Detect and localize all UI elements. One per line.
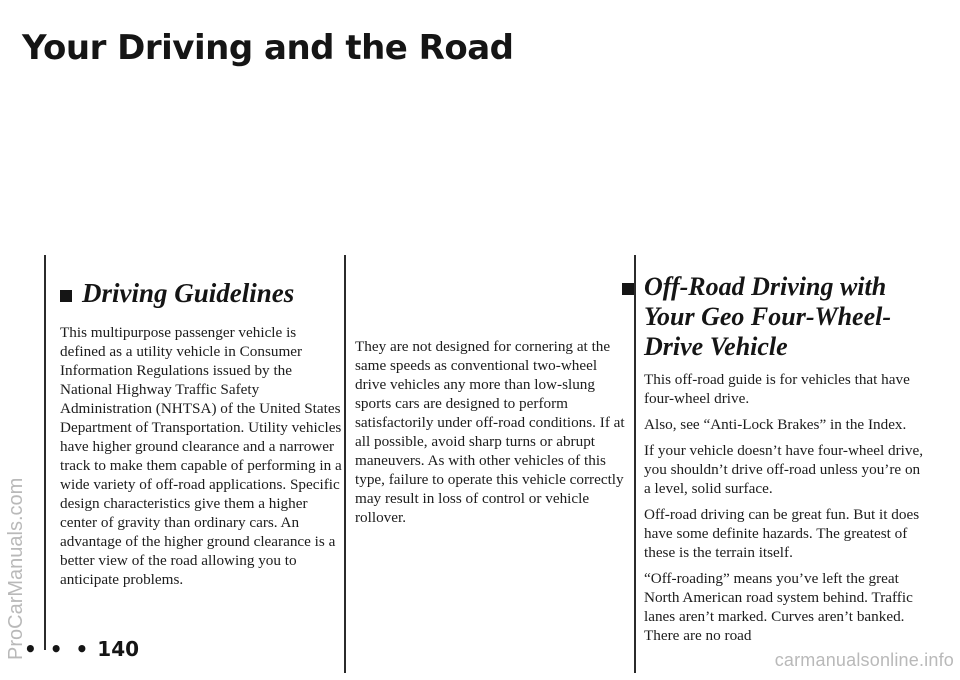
- watermark-bottom: carmanualsonline.info: [774, 650, 954, 670]
- bullet-icon: [60, 290, 72, 302]
- page-number: [24, 637, 139, 661]
- heading-line: Drive Vehicle: [644, 332, 788, 361]
- column-rule-middle: [344, 255, 346, 673]
- page-title: Your Driving and the Road: [22, 28, 514, 68]
- heading-line: Your Geo Four-Wheel-: [644, 302, 892, 331]
- column-off-road-driving: [622, 272, 928, 652]
- heading-line: Off-Road Driving with: [644, 272, 887, 301]
- page-number-value: 140: [97, 637, 140, 661]
- paragraph-group: [622, 370, 928, 645]
- bullet-icon: [622, 283, 634, 295]
- paragraph: This multipurpose passenger vehicle is defined as a utility vehicle in Consumer Information Regulations issued by the National Highway Traffic Safety Administration (NHTSA) of the United States Department of Transportation. Utility vehicles have higher ground clearance and a narrower track to make them capable of performing in a wide variety of off-road applications. Specific design characteristics give them a higher center of gravity than ordinary cars. An advantage of the higher ground clearance is a better view of the road allowing you to anticipate problems.: [60, 324, 342, 588]
- paragraph: This off-road guide is for vehicles that have four-wheel drive.: [644, 371, 910, 407]
- watermark-left: [2, 155, 30, 675]
- section-heading-off-road: [622, 272, 928, 362]
- paragraph: If your vehicle doesn’t have four-wheel drive, you shouldn’t drive off-road unless you’re on a level, solid surface.: [644, 442, 924, 497]
- paragraph: Off-road driving can be great fun. But it does have some definite hazards. The greatest of these is the terrain itself.: [644, 506, 920, 561]
- section-heading-driving-guidelines: [60, 278, 342, 309]
- paragraph: “Off-roading” means you’ve left the great North American road system behind. Traffic lanes aren’t marked. Curves aren’t banked. There are no road: [644, 570, 913, 644]
- column-continued: [355, 337, 631, 534]
- paragraph: They are not designed for cornering at the same speeds as conventional two-wheel drive vehicles any more than low-slung sports cars are designed to perform satisfactorily under off-road conditions. If at all possible, avoid sharp turns or abrupt maneuvers. As with other vehicles of this type, failure to operate this vehicle correctly may result in loss of control or vehicle rollover.: [355, 338, 625, 526]
- page-number-dots: • • •: [24, 637, 92, 661]
- paragraph: Also, see “Anti-Lock Brakes” in the Index.: [644, 416, 907, 433]
- column-driving-guidelines: [60, 278, 342, 596]
- watermark-left-text: ProCarManuals.com: [5, 477, 27, 660]
- heading-text: Driving Guidelines: [82, 278, 295, 308]
- column-rule-left: [44, 255, 46, 650]
